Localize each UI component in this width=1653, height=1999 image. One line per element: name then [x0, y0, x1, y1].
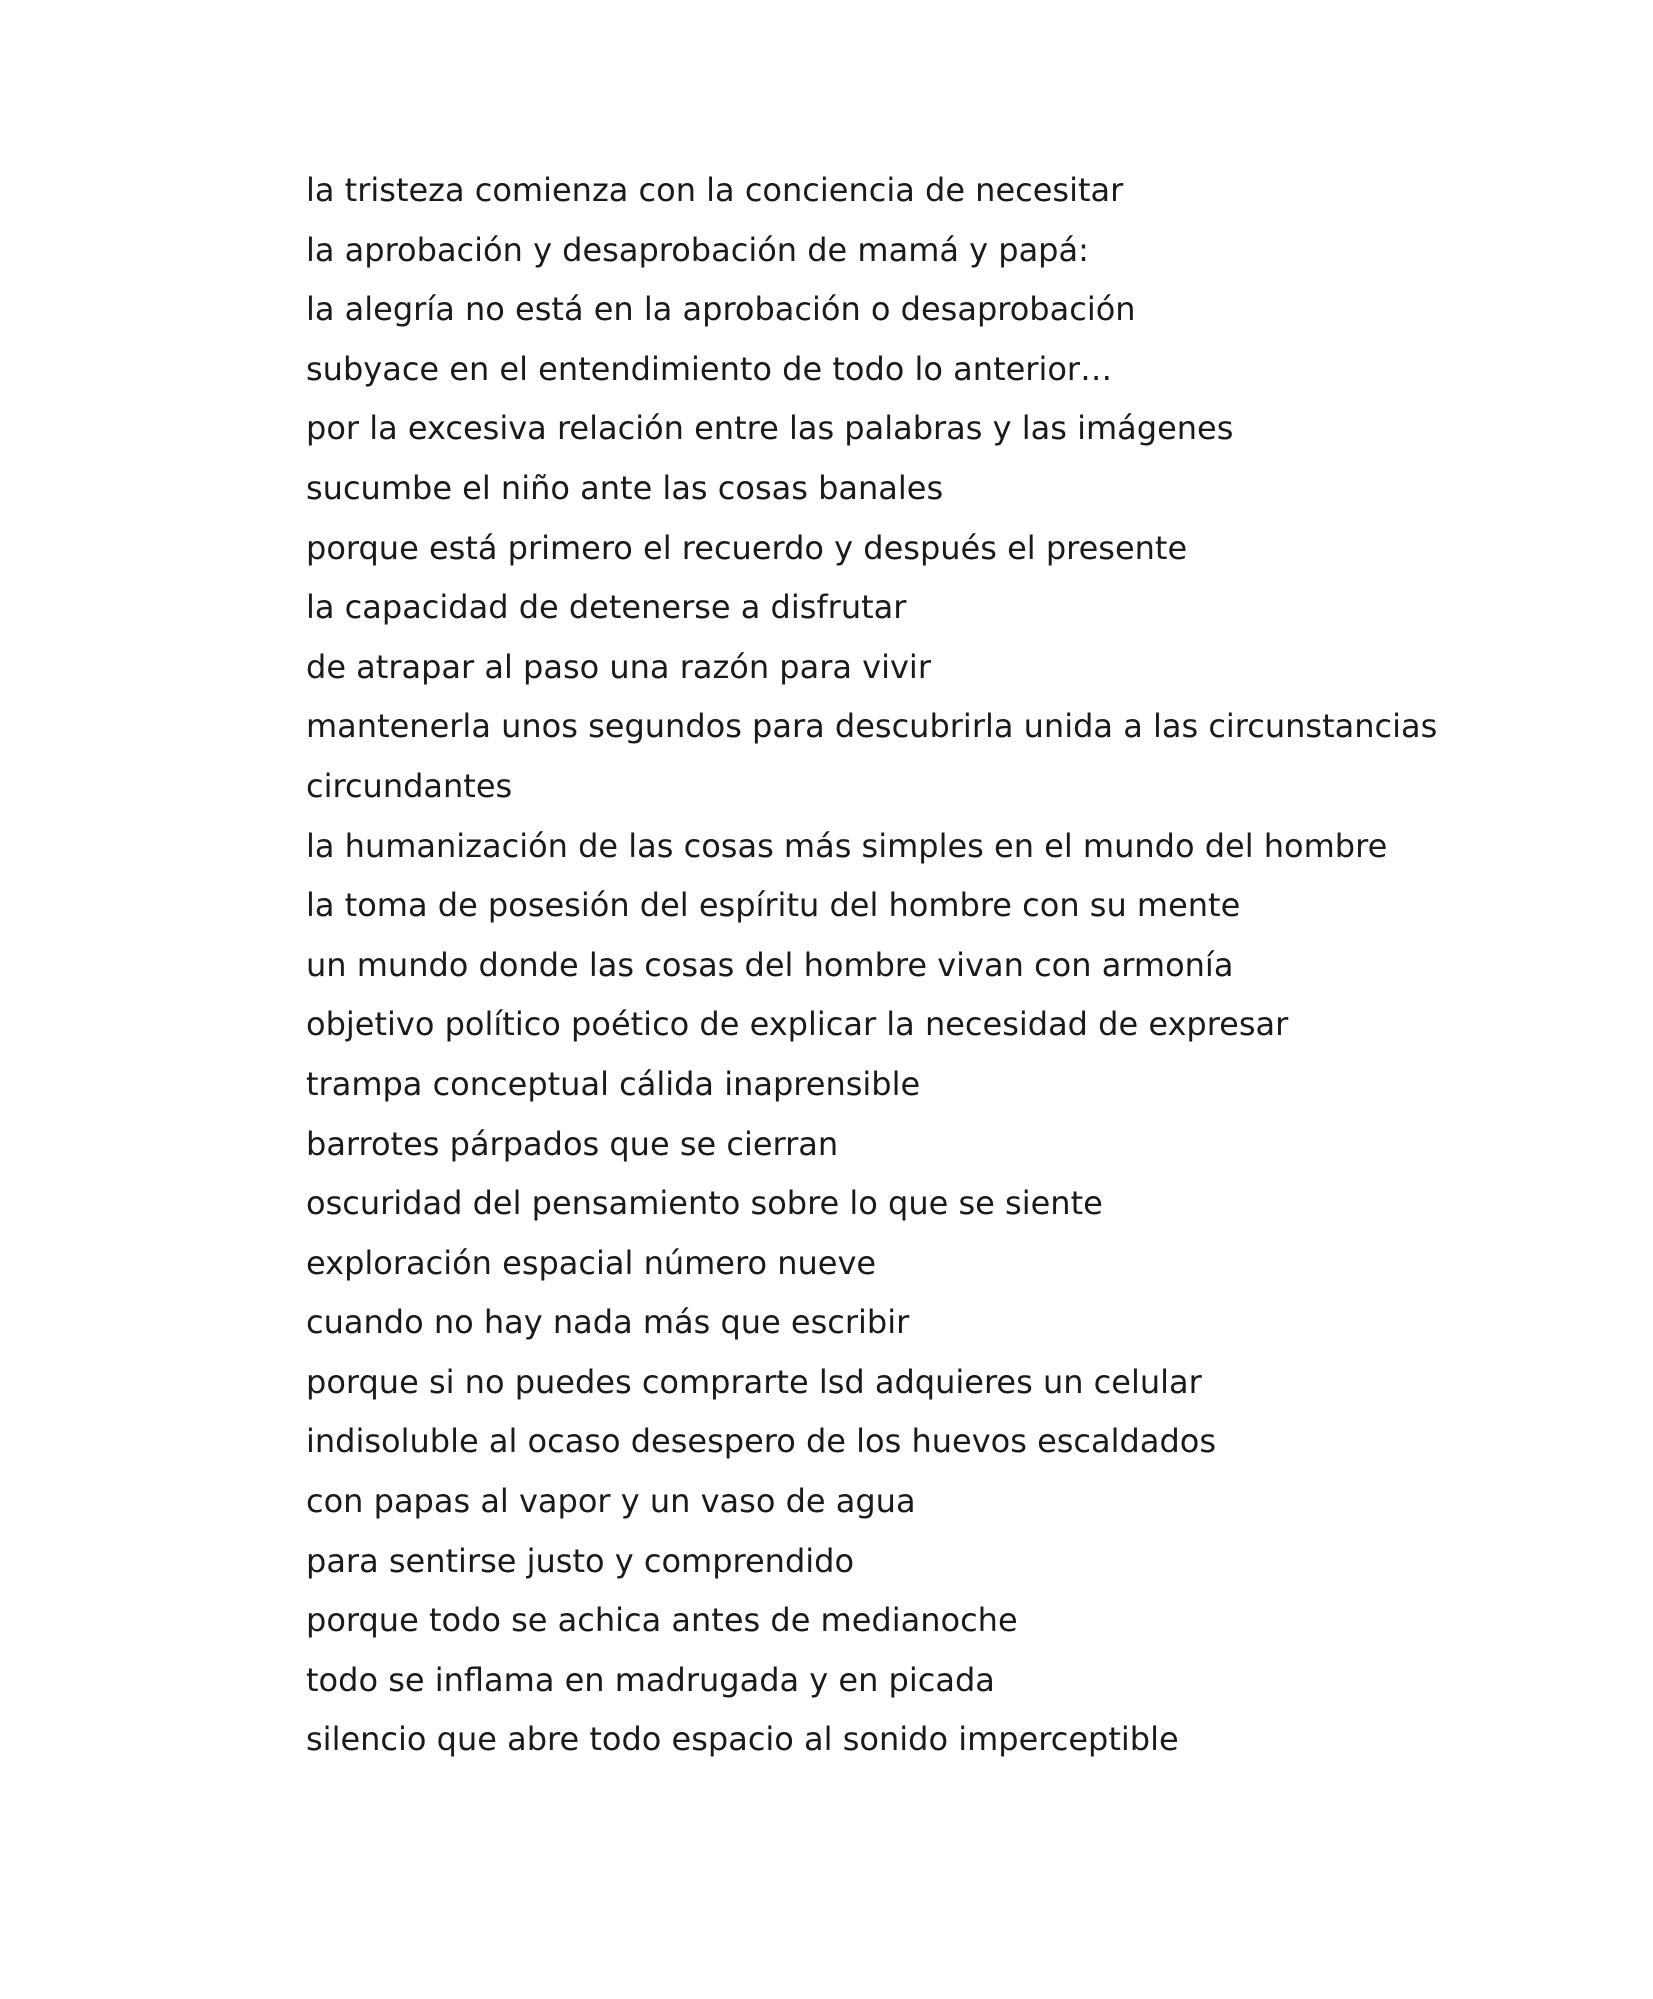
- poem-line: trampa conceptual cálida inaprensible: [306, 1064, 921, 1103]
- poem-line: porque está primero el recuerdo y después el presente: [306, 528, 1188, 567]
- poem-line: la alegría no está en la aprobación o desaprobación: [306, 290, 1136, 329]
- poem-line: objetivo político poético de explicar la necesidad de expresar: [306, 1005, 1289, 1044]
- poem-line: exploración espacial número nueve: [306, 1243, 877, 1282]
- poem-line: la humanización de las cosas más simples en el mundo del hombre: [306, 826, 1388, 865]
- poem-line: silencio que abre todo espacio al sonido imperceptible: [306, 1720, 1179, 1759]
- poem-line: todo se inflama en madrugada y en picada: [306, 1660, 995, 1699]
- poem-line: circundantes: [306, 766, 513, 805]
- poem-line: un mundo donde las cosas del hombre vivan con armonía: [306, 945, 1234, 984]
- poem-line: cuando no hay nada más que escribir: [306, 1303, 910, 1342]
- poem-line: porque todo se achica antes de medianoche: [306, 1601, 1018, 1640]
- poem-line: la aprobación y desaprobación de mamá y papá:: [306, 230, 1089, 269]
- poem-line: de atrapar al paso una razón para vivir: [306, 647, 931, 686]
- poem-line: la capacidad de detenerse a disfrutar: [306, 588, 907, 627]
- poem-line: sucumbe el niño ante las cosas banales: [306, 468, 944, 507]
- poem-line: la toma de posesión del espíritu del hombre con su mente: [306, 886, 1241, 925]
- poem-line: subyace en el entendimiento de todo lo anterior…: [306, 349, 1113, 388]
- poem-line: la tristeza comienza con la conciencia de necesitar: [306, 171, 1124, 209]
- poem-line: indisoluble al ocaso desespero de los huevos escaldados: [306, 1422, 1216, 1461]
- poem-line: para sentirse justo y comprendido: [306, 1541, 855, 1580]
- poem-line: con papas al vapor y un vaso de agua: [306, 1482, 916, 1521]
- poem-line: oscuridad del pensamiento sobre lo que se siente: [306, 1184, 1103, 1223]
- poem-line: por la excesiva relación entre las palabras y las imágenes: [306, 409, 1234, 448]
- poem-text-block: [306, 161, 1556, 1770]
- poem-line: barrotes párpados que se cierran: [306, 1124, 839, 1163]
- poem-line: mantenerla unos segundos para descubrirla unida a las circunstancias: [306, 707, 1438, 746]
- poem-line: porque si no puedes comprarte lsd adquieres un celular: [306, 1362, 1202, 1401]
